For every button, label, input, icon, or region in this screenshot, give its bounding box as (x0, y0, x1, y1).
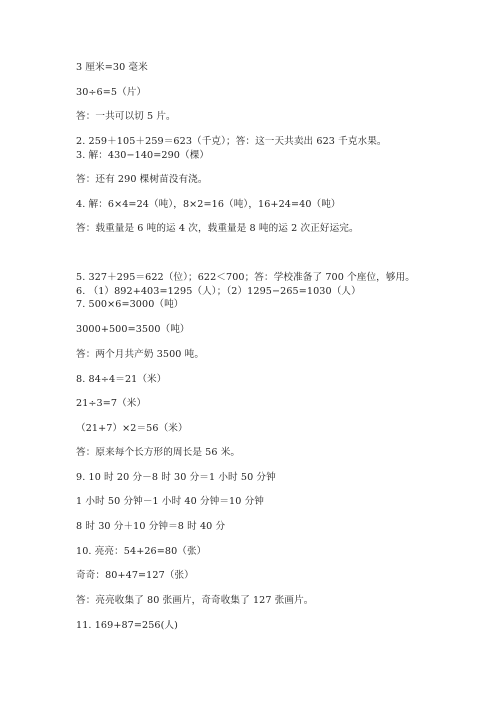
answer-line-15: 21÷3=7（米） (76, 398, 147, 409)
answer-line-24: 11. 169+87=256(人) (76, 620, 178, 631)
answer-line-5: 3. 解：430−140=290（棵） (76, 150, 210, 161)
answer-line-7: 4. 解：6×4=24（吨），8×2=16（吨），16+24=40（吨） (76, 199, 341, 210)
answer-line-9: 5. 327＋295＝622（位）；622＜700；答：学校准备了 700 个座位，够用。 (76, 272, 415, 283)
answer-line-22: 奇奇：80+47=127（张） (76, 570, 194, 581)
answer-line-18: 9. 10 时 20 分－8 时 30 分＝1 小时 50 分钟 (76, 472, 276, 483)
answer-line-4: 2. 259＋105＋259＝623（千克）；答：这一天共卖出 623 千克水果。 (76, 136, 387, 147)
answer-line-20: 8 时 30 分＋10 分钟＝8 时 40 分 (76, 521, 226, 532)
answer-line-19: 1 小时 50 分钟－1 小时 40 分钟＝10 分钟 (76, 496, 265, 507)
answer-line-3: 答：一共可以切 5 片。 (76, 111, 176, 122)
answer-line-14: 8. 84÷4＝21（米） (76, 374, 167, 385)
answer-line-10: 6. （1）892+403=1295（人）；（2）1295−265=1030（人） (76, 286, 361, 297)
answer-line-11: 7. 500×6=3000（吨） (76, 299, 184, 310)
answer-line-8: 答：载重量是 6 吨的运 4 次，载重量是 8 吨的运 2 次正好运完。 (76, 223, 359, 234)
answer-line-13: 答：两个月共产奶 3500 吨。 (76, 349, 205, 360)
answer-line-23: 答：亮亮收集了 80 张画片，奇奇收集了 127 张画片。 (76, 595, 314, 606)
answer-line-2: 30÷6=5（片） (76, 87, 147, 98)
answer-line-21: 10. 亮亮：54+26=80（张） (76, 546, 207, 557)
answer-line-16: （21+7）×2＝56（米） (76, 423, 188, 434)
answer-line-6: 答：还有 290 棵树苗没有浇。 (76, 174, 208, 185)
answer-line-17: 答：原来每个长方形的周长是 56 米。 (76, 447, 241, 458)
answer-line-12: 3000+500=3500（吨） (76, 324, 190, 335)
answer-line-1: 3 厘米=30 毫米 (76, 62, 148, 73)
